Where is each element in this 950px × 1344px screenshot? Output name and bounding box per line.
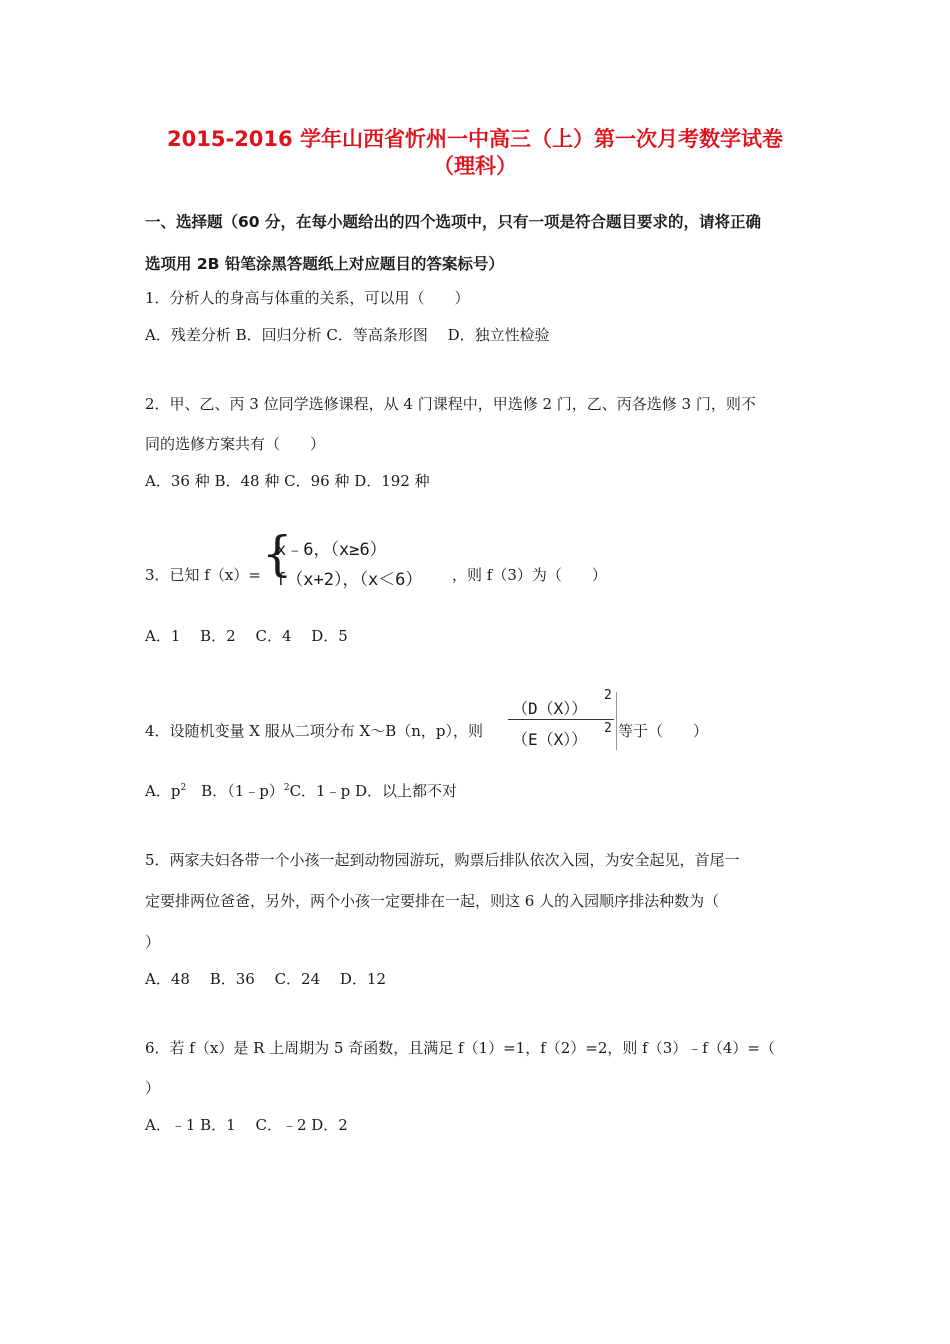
fraction-numerator: （D（X）） [512,699,588,718]
brace-icon: { [262,526,293,582]
option-a: A．p [145,782,181,800]
question-5-stem-line1: 5．两家夫妇各带一个小孩一起到动物园游玩，购票后排队依次入园，为安全起见，首尾一 [145,851,740,869]
question-1-options: A．残差分析 B．回归分析 C．等高条形图 D．独立性检验 [145,326,550,344]
document-title: 2015-2016 学年山西省忻州一中高三（上）第一次月考数学试卷 [167,127,783,151]
question-3-prefix: 3．已知 f（x）= [145,566,261,584]
numerator-exponent: 2 [604,688,612,703]
option-b-exponent: 2 [283,783,290,793]
question-2-stem-line2: 同的选修方案共有（ ） [145,435,326,453]
option-c-d: C．1﹣p D．以上都不对 [289,782,457,800]
question-4-options [145,780,457,801]
question-6-options: A．﹣1 B．1 C．﹣2 D．2 [145,1116,348,1134]
question-1-stem: 1．分析人的身高与体重的关系，可以用（ ） [145,289,470,307]
question-5-options: A．48 B．36 C．24 D．12 [145,970,387,988]
option-a-exponent: 2 [180,783,187,793]
section-heading-line1: 一、选择题（60 分，在每小题给出的四个选项中，只有一项是符合题目要求的，请将正确 [145,213,761,231]
question-5-stem-line3: ） [145,933,161,951]
question-4-suffix: 等于（ ） [618,722,709,740]
question-6-stem-line2: ） [145,1079,161,1097]
question-2-stem-line1: 2．甲、乙、丙 3 位同学选修课程，从 4 门课程中，甲选修 2 门，乙、丙各选修 3 门，则不 [145,395,756,413]
question-4-prefix: 4．设随机变量 X 服从二项分布 X～B（n，p），则 [145,722,483,740]
question-6-stem-line1: 6．若 f（x）是 R 上周期为 5 奇函数，且满足 f（1）=1，f（2）=2，则 f（3）﹣f（4）=（ [145,1039,775,1057]
denominator-exponent: 2 [604,721,612,736]
formula-edge [616,692,617,750]
piecewise-case-1: x﹣6，（x≥6） [276,540,387,560]
section-heading-line2: 选项用 2B 铅笔涂黑答题纸上对应题目的答案标号） [145,255,504,273]
option-b: B．（1﹣p） [186,782,284,800]
question-3-options: A．1 B．2 C．4 D．5 [145,627,348,645]
document-subtitle: （理科） [433,154,517,178]
fraction-bar [508,719,614,720]
question-3-suffix: ，则 f（3）为（ ） [452,566,607,584]
question-2-options: A．36 种 B．48 种 C．96 种 D．192 种 [145,472,430,490]
question-5-stem-line2: 定要排两位爸爸，另外，两个小孩一定要排在一起，则这 6 人的入园顺序排法种数为（ [145,892,720,910]
fraction-denominator: （E（X）） [512,730,588,749]
piecewise-case-2: f（x+2），（x＜6） [276,570,423,590]
